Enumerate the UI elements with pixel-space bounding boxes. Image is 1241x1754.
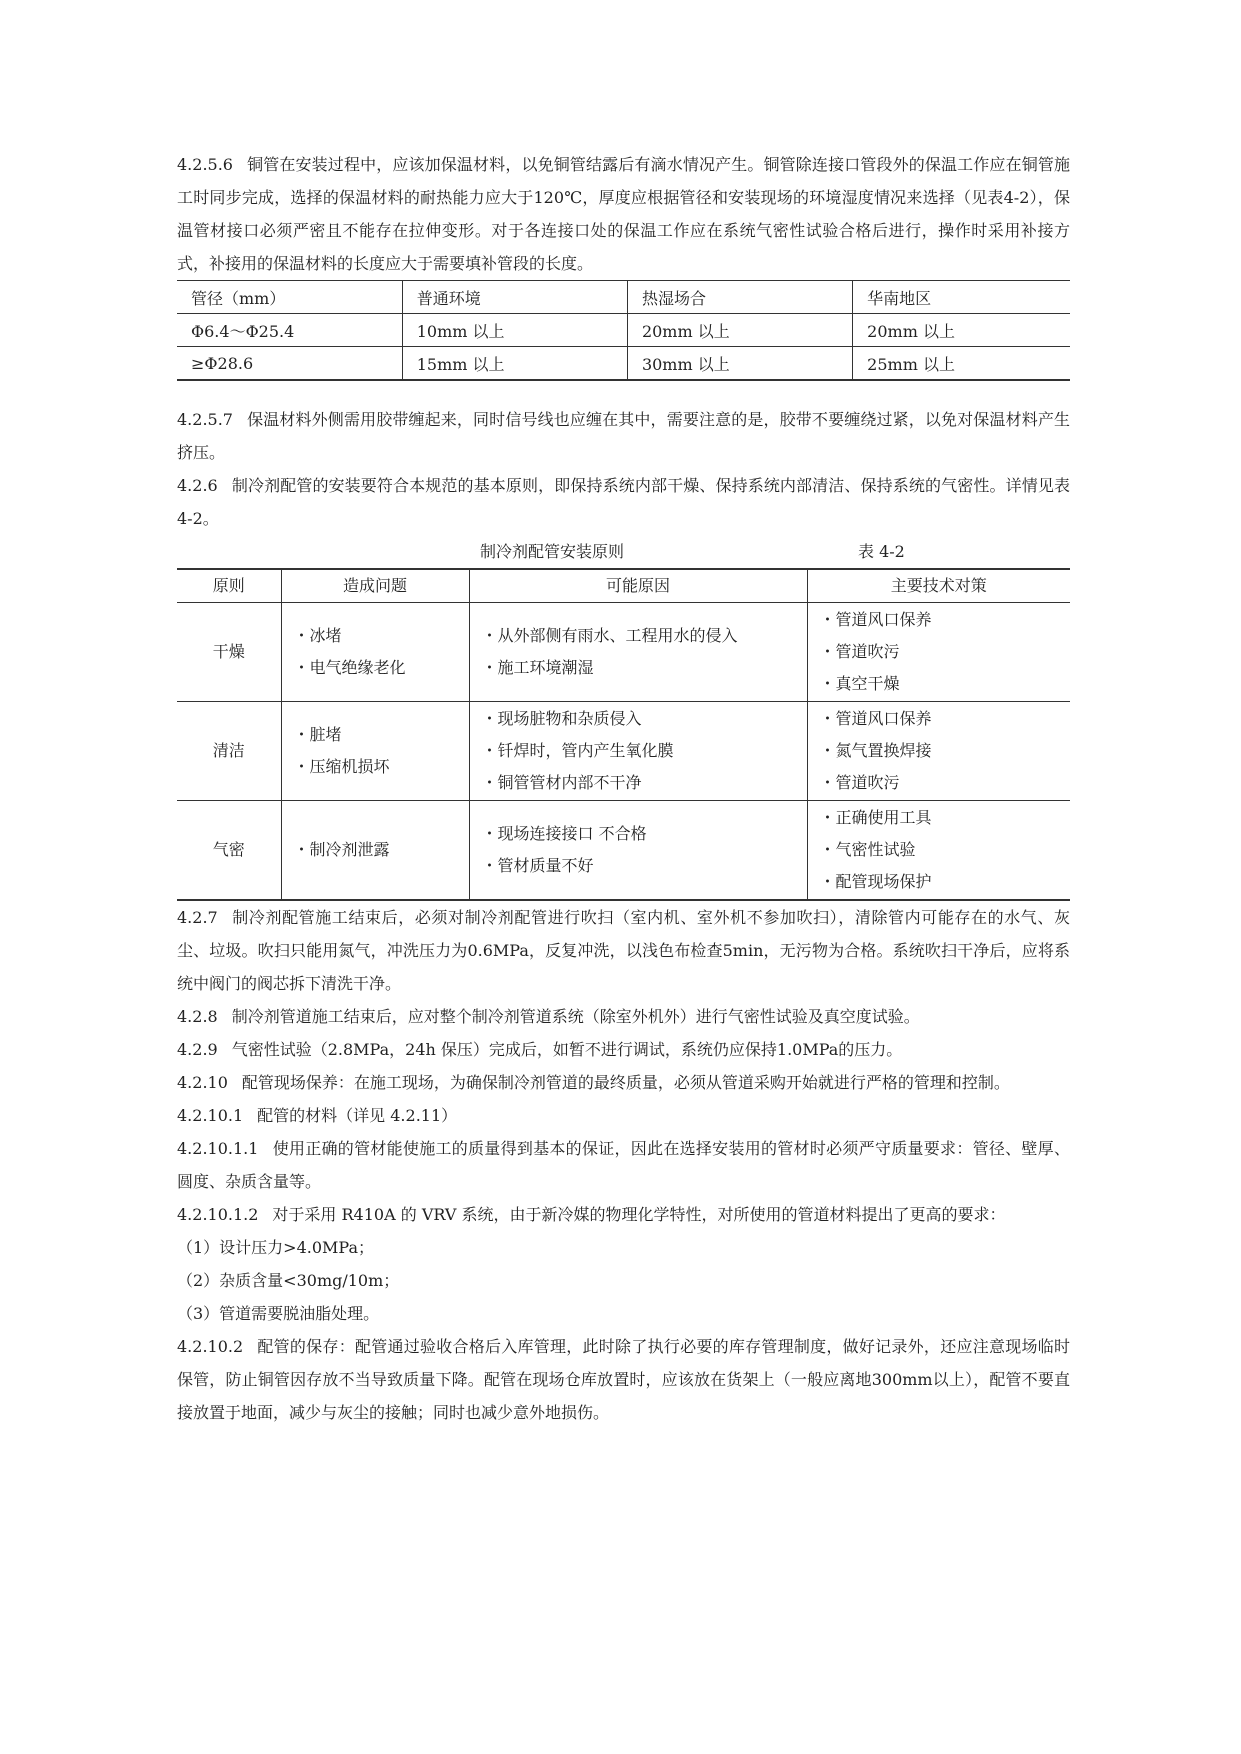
table-row <box>177 347 1070 381</box>
list-item: ・现场脏物和杂质侵入 <box>481 709 642 728</box>
section-number: 4.2.10 <box>177 1073 228 1092</box>
section-text: 制冷剂管道施工结束后，应对整个制冷剂管道系统（除室外机外）进行气密性试验及真空度试验。 <box>231 1007 920 1026</box>
list-item: ・冰堵 <box>293 626 342 645</box>
section-4-2-9 <box>177 1033 1070 1066</box>
problems-cell <box>281 702 469 801</box>
section-4-2-5-7 <box>177 403 1070 469</box>
measures-cell <box>807 603 1070 702</box>
section-4-2-10-2 <box>177 1330 1070 1429</box>
section-number: 4.2.8 <box>177 1007 218 1026</box>
table-header-cell: 普通环境 <box>402 281 627 314</box>
section-number: 4.2.10.1.1 <box>177 1139 259 1158</box>
list-item: ・气密性试验 <box>819 840 916 859</box>
section-4-2-7 <box>177 901 1070 1000</box>
section-4-2-8 <box>177 1000 1070 1033</box>
table-header-cell: 管径（mm） <box>177 281 402 314</box>
section-text: 配管的材料（详见 4.2.11） <box>257 1106 458 1125</box>
table-row <box>177 702 1070 801</box>
section-number: 4.2.5.6 <box>177 155 233 174</box>
section-text: 制冷剂配管施工结束后，必须对制冷剂配管进行吹扫（室内机、室外机不参加吹扫），清除管内可能存在的水气、灰尘、垃圾。吹扫只能用氮气，冲洗压力为0.6MPa，反复冲洗，以浅色布检查5min，无污物为合格。系统吹扫干净后，应将系统中阀门的阀芯拆下清洗干净。 <box>177 908 1070 993</box>
table-caption <box>177 535 1070 568</box>
section-number: 4.2.10.1 <box>177 1106 244 1125</box>
list-item: ・钎焊时，管内产生氧化膜 <box>481 741 674 760</box>
section-text: 配管的保存：配管通过验收合格后入库管理，此时除了执行必要的库存管理制度，做好记录外，还应注意现场临时保管，防止铜管因存放不当导致质量下降。配管在现场仓库放置时，应该放在货架上（一般应离地300mm以上），配管不要直接放置于地面，减少与灰尘的接触；同时也减少意外地损伤。 <box>177 1337 1070 1422</box>
list-item: ・制冷剂泄露 <box>293 840 390 859</box>
document-page <box>177 148 1070 1429</box>
list-item: ・管材质量不好 <box>481 856 594 875</box>
table-cell: Φ6.4～Φ25.4 <box>177 314 402 347</box>
list-item: ・现场连接接口 不合格 <box>481 824 647 843</box>
list-item: ・从外部侧有雨水、工程用水的侵入 <box>481 626 738 645</box>
list-item: ・管道吹污 <box>819 773 900 792</box>
principle-cell: 清洁 <box>177 702 281 801</box>
list-item: ・真空干燥 <box>819 674 900 693</box>
table-row <box>177 314 1070 347</box>
causes-cell <box>469 702 807 801</box>
section-number: 4.2.9 <box>177 1040 218 1059</box>
list-item: ・电气绝缘老化 <box>293 658 406 677</box>
requirement-item: （2）杂质含量<30mg/10m； <box>177 1271 400 1290</box>
table-cell: 20mm 以上 <box>627 314 852 347</box>
principle-cell: 干燥 <box>177 603 281 702</box>
list-item: ・氮气置换焊接 <box>819 741 932 760</box>
section-text: 气密性试验（2.8MPa，24h 保压）完成后，如暂不进行调试，系统仍应保持1.0MPa的压力。 <box>231 1040 903 1059</box>
table-cell: 30mm 以上 <box>627 347 852 381</box>
section-text: 对于采用 R410A 的 VRV 系统，由于新冷媒的物理化学特性，对所使用的管道材料提出了更高的要求： <box>272 1205 1006 1224</box>
table-title: 制冷剂配管安装原则 <box>480 542 625 561</box>
table-cell: 10mm 以上 <box>402 314 627 347</box>
list-item: ・脏堵 <box>293 725 342 744</box>
measures-cell <box>807 801 1070 901</box>
problems-cell <box>281 603 469 702</box>
measures-cell <box>807 702 1070 801</box>
section-4-2-10-1-1 <box>177 1132 1070 1198</box>
section-4-2-5-6 <box>177 148 1070 280</box>
list-item: ・管道风口保养 <box>819 709 932 728</box>
table-cell: 25mm 以上 <box>853 347 1070 381</box>
section-4-2-10 <box>177 1066 1070 1099</box>
problems-cell <box>281 801 469 901</box>
table-header-cell: 原则 <box>177 569 281 603</box>
requirement-item: （1）设计压力>4.0MPa； <box>177 1238 375 1257</box>
list-item: ・压缩机损坏 <box>293 757 390 776</box>
table-header-cell: 热湿场合 <box>627 281 852 314</box>
list-item: ・管道风口保养 <box>819 610 932 629</box>
table-cell: 15mm 以上 <box>402 347 627 381</box>
section-text: 配管现场保养：在施工现场，为确保制冷剂管道的最终质量，必须从管道采购开始就进行严格的管理和控制。 <box>241 1073 1010 1092</box>
section-number: 4.2.6 <box>177 476 218 495</box>
table-cell: 20mm 以上 <box>853 314 1070 347</box>
section-text: 制冷剂配管的安装要符合本规范的基本原则，即保持系统内部干燥、保持系统内部清洁、保持系统的气密性。详情见表4-2。 <box>177 476 1070 528</box>
table-header-cell: 华南地区 <box>853 281 1070 314</box>
list-item: ・管道吹污 <box>819 642 900 661</box>
table-label: 表 4-2 <box>858 542 905 561</box>
section-number: 4.2.7 <box>177 908 218 927</box>
table-header-row <box>177 281 1070 314</box>
installation-principles-table <box>177 568 1070 901</box>
spacer <box>177 381 1070 403</box>
section-text: 使用正确的管材能使施工的质量得到基本的保证，因此在选择安装用的管材时必须严守质量要求：管径、壁厚、圆度、杂质含量等。 <box>177 1139 1070 1191</box>
section-number: 4.2.10.2 <box>177 1337 244 1356</box>
table-row <box>177 603 1070 702</box>
table-cell: ≥Φ28.6 <box>177 347 402 381</box>
section-text: 铜管在安装过程中，应该加保温材料，以免铜管结露后有滴水情况产生。铜管除连接口管段外的保温工作应在铜管施工时同步完成，选择的保温材料的耐热能力应大于120℃，厚度应根据管径和安装现场的环境湿度情况来选择（见表4-2），保温管材接口必须严密且不能存在拉伸变形。对于各连接口处的保温工作应在系统气密性试验合格后进行，操作时采用补接方式，补接用的保温材料的长度应大于需要填补管段的长度。 <box>177 155 1070 273</box>
list-item: ・铜管管材内部不干净 <box>481 773 642 792</box>
insulation-thickness-table <box>177 280 1070 381</box>
section-4-2-10-1 <box>177 1099 1070 1132</box>
table-header-cell: 可能原因 <box>469 569 807 603</box>
list-item: ・施工环境潮湿 <box>481 658 594 677</box>
causes-cell <box>469 801 807 901</box>
list-item: ・正确使用工具 <box>819 808 932 827</box>
section-4-2-10-1-2 <box>177 1198 1070 1231</box>
requirement-item: （3）管道需要脱油脂处理。 <box>177 1304 380 1323</box>
section-number: 4.2.10.1.2 <box>177 1205 259 1224</box>
table-row <box>177 801 1070 901</box>
causes-cell <box>469 603 807 702</box>
table-header-cell: 主要技术对策 <box>807 569 1070 603</box>
principle-cell: 气密 <box>177 801 281 901</box>
table-header-cell: 造成问题 <box>281 569 469 603</box>
section-text: 保温材料外侧需用胶带缠起来，同时信号线也应缠在其中，需要注意的是，胶带不要缠绕过紧，以免对保温材料产生挤压。 <box>177 410 1070 462</box>
table-header-row <box>177 569 1070 603</box>
section-number: 4.2.5.7 <box>177 410 233 429</box>
section-4-2-6 <box>177 469 1070 535</box>
list-item: ・配管现场保护 <box>819 872 932 891</box>
